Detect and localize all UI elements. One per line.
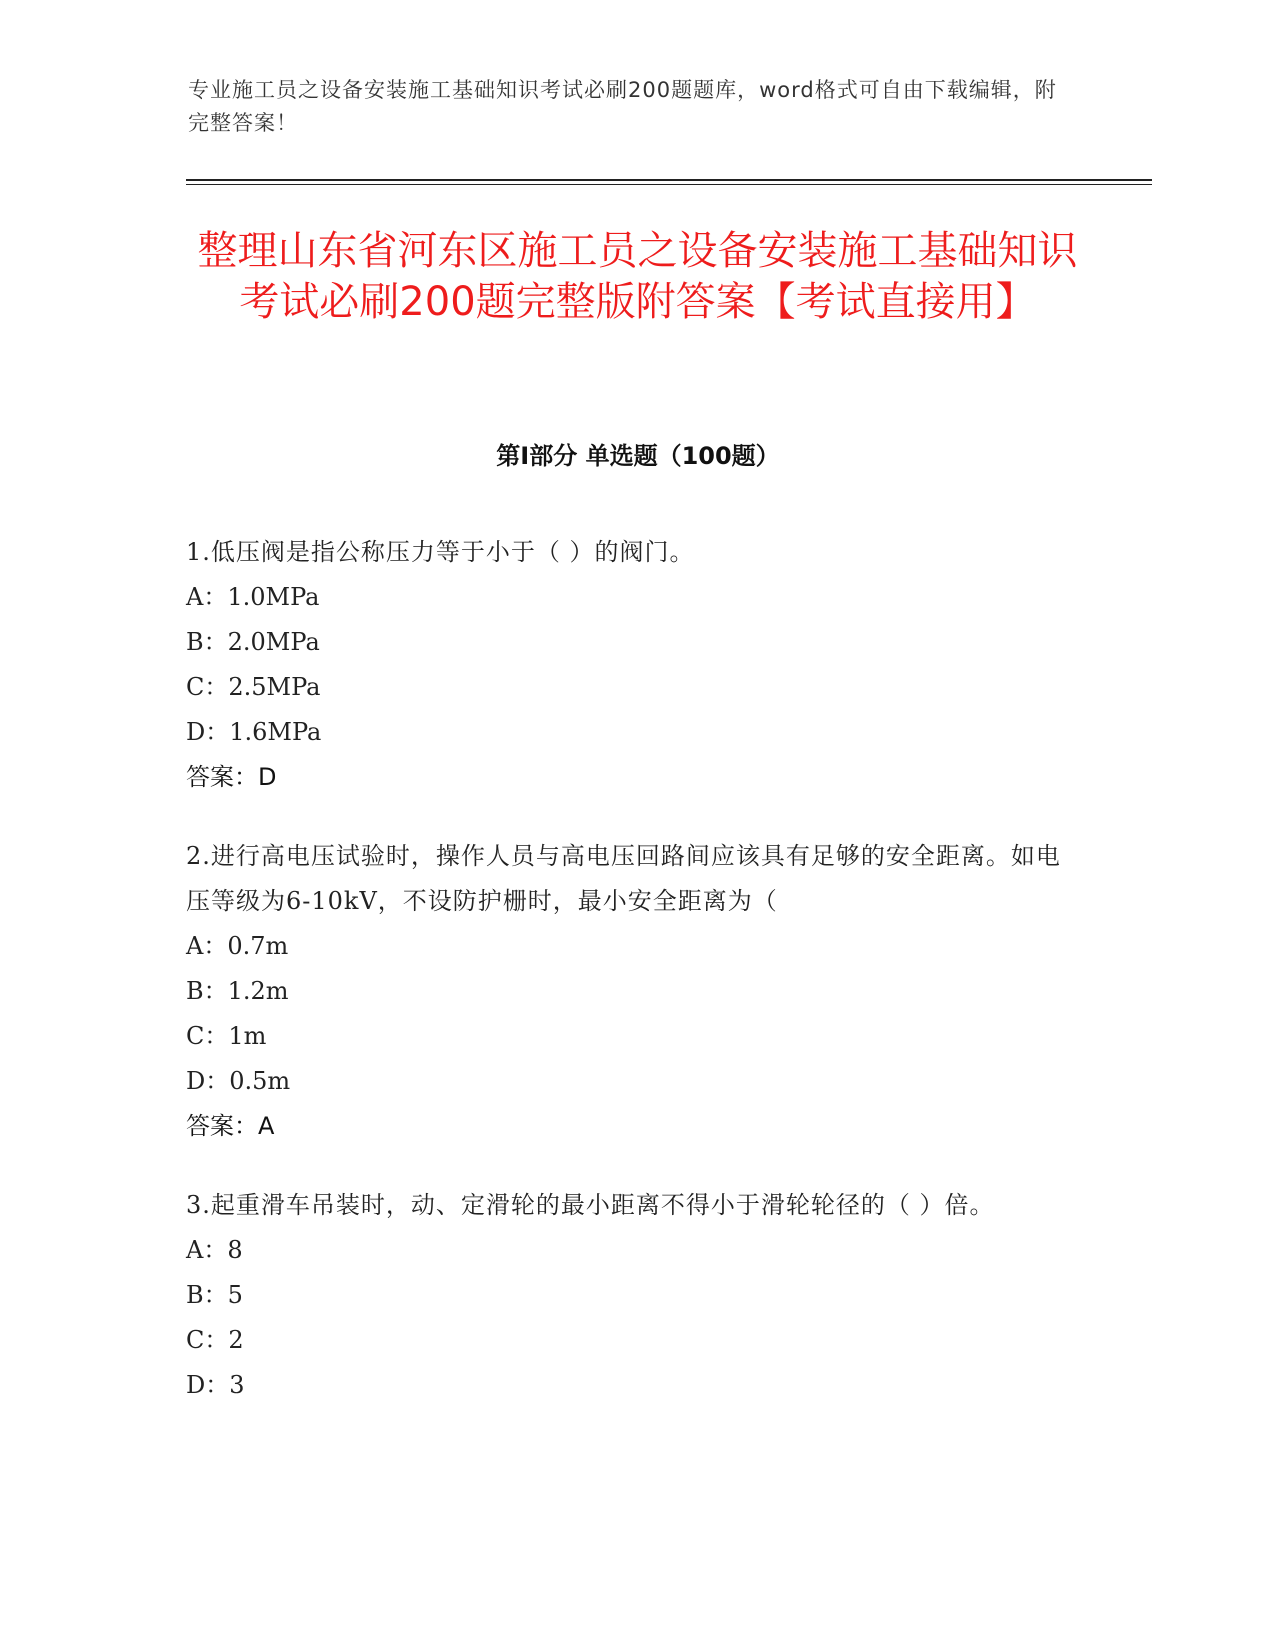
section-heading: 第Ⅰ部分 单选题（100题） [496, 442, 780, 470]
option-c: C：2.5MPa [186, 673, 321, 701]
question-2 [186, 834, 1066, 1149]
option-b: B：5 [186, 1281, 243, 1309]
option-d: D：0.5m [186, 1067, 291, 1095]
question-1 [186, 530, 1066, 800]
option-a: A：1.0MPa [186, 583, 320, 611]
answer: 答案：A [186, 1112, 275, 1140]
header-divider-thin [186, 184, 1152, 185]
question-stem: 3.起重滑车吊装时，动、定滑轮的最小距离不得小于滑轮轮径的（ ）倍。 [186, 1191, 995, 1219]
option-d: D：3 [186, 1371, 245, 1399]
option-c: C：1m [186, 1022, 267, 1050]
question-stem: 1.低压阀是指公称压力等于小于（ ）的阀门。 [186, 538, 695, 566]
document-title: 整理山东省河东区施工员之设备安装施工基础知识考试必刷200题完整版附答案【考试直接用】 [197, 228, 1078, 325]
question-stem: 2.进行高电压试验时，操作人员与高电压回路间应该具有足够的安全距离。如电压等级为6-10kV，不设防护栅时，最小安全距离为（ [186, 842, 1061, 915]
option-b: B：2.0MPa [186, 628, 320, 656]
header-note: 专业施工员之设备安装施工基础知识考试必刷200题题库，word格式可自由下载编辑，附完整答案！ [188, 78, 1057, 135]
question-list [186, 530, 1066, 1442]
header-divider-thick [186, 179, 1152, 181]
question-3 [186, 1183, 1066, 1408]
option-a: A：0.7m [186, 932, 289, 960]
option-b: B：1.2m [186, 977, 289, 1005]
option-d: D：1.6MPa [186, 718, 322, 746]
answer: 答案：D [186, 763, 277, 791]
option-a: A：8 [186, 1236, 243, 1264]
option-c: C：2 [186, 1326, 244, 1354]
